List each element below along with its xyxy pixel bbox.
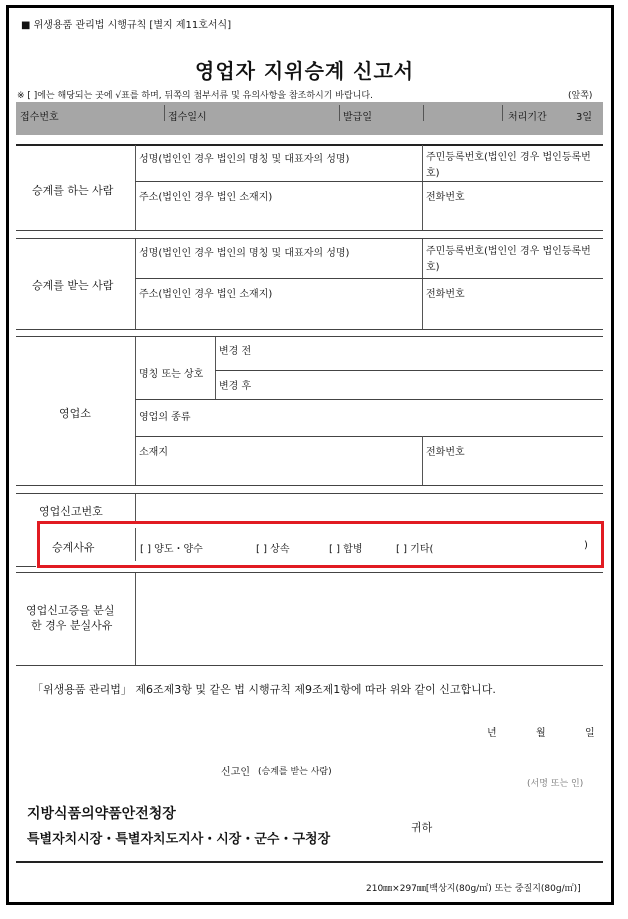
business-phone-field[interactable]: 전화번호 xyxy=(426,447,465,458)
honorific: 귀하 xyxy=(411,821,433,834)
succession-reason-label: 승계사유 xyxy=(52,541,95,554)
business-name-label: 명칭 또는 상호 xyxy=(139,369,204,380)
date-month-field[interactable]: 월 xyxy=(536,728,546,739)
reporter-label: 신고인 xyxy=(221,767,250,778)
processing-period-label: 처리기간 xyxy=(508,112,547,123)
instruction-text: ※ [ ]에는 해당되는 곳에 √표를 하며, 뒤쪽의 첨부서류 및 유의사항을 참조하시기 바랍니다. xyxy=(17,91,373,101)
lost-reason-field[interactable] xyxy=(139,580,599,660)
reporter-note: (승계를 받는 사람) xyxy=(258,767,332,777)
name-after-field[interactable]: 변경 후 xyxy=(219,381,252,392)
divider xyxy=(135,181,603,182)
divider xyxy=(502,105,503,121)
lost-reason-label-1: 영업신고증을 분실 xyxy=(26,604,115,617)
divider xyxy=(135,573,136,665)
business-location-field[interactable]: 소재지 xyxy=(139,447,168,458)
divider xyxy=(16,485,603,486)
processing-period-value: 3일 xyxy=(576,112,593,123)
business-type-field[interactable]: 영업의 종류 xyxy=(139,412,191,423)
transferee-phone-field[interactable]: 전화번호 xyxy=(426,289,465,300)
checkbox-other[interactable]: [ ] 기타( xyxy=(396,544,434,555)
transferor-id-field[interactable]: 주민등록번호(법인인 경우 법인등록번호) xyxy=(426,152,591,179)
divider xyxy=(164,105,165,121)
date-day-field[interactable]: 일 xyxy=(585,728,595,739)
divider xyxy=(16,861,603,863)
divider xyxy=(422,239,423,329)
transferee-label: 승계를 받는 사람 xyxy=(32,279,114,292)
transferor-label: 승계를 하는 사람 xyxy=(32,184,114,197)
declaration-text: 「위생용품 관리법」 제6조제3항 및 같은 법 시행규칙 제9조제1항에 따라 위와 같이 신고합니다. xyxy=(32,683,496,696)
divider xyxy=(135,436,603,437)
divider xyxy=(422,145,423,230)
divider xyxy=(423,105,424,121)
recipient-line-2: 특별자치시장・특별자치도지사・시장・군수・구청장 xyxy=(27,832,331,847)
divider xyxy=(16,665,603,666)
divider xyxy=(135,399,603,400)
transferor-phone-field[interactable]: 전화번호 xyxy=(426,192,465,203)
lost-reason-label-2: 한 경우 분실사유 xyxy=(31,619,113,632)
highlight-box xyxy=(37,521,604,568)
divider xyxy=(215,370,603,371)
divider xyxy=(135,278,603,279)
divider xyxy=(16,230,603,231)
report-number-label: 영업신고번호 xyxy=(39,505,103,518)
divider xyxy=(16,238,603,239)
divider xyxy=(16,144,603,146)
other-close-paren: ) xyxy=(584,540,588,551)
divider xyxy=(215,337,216,399)
transferee-address-field[interactable]: 주소(법인인 경우 법인 소재지) xyxy=(139,289,273,300)
divider xyxy=(135,337,136,485)
receipt-number-label: 접수번호 xyxy=(20,112,59,123)
page-side-label: (앞쪽) xyxy=(568,91,593,101)
divider xyxy=(135,145,136,230)
checkbox-merger[interactable]: [ ] 합병 xyxy=(329,544,363,555)
page-title: 영업자 지위승계 신고서 xyxy=(195,59,415,83)
transferee-id-field[interactable]: 주민등록번호(법인인 경우 법인등록번호) xyxy=(426,246,591,273)
business-label: 영업소 xyxy=(59,407,91,420)
divider xyxy=(339,105,340,121)
divider xyxy=(135,239,136,329)
divider xyxy=(422,436,423,485)
recipient-line-1: 지방식품의약품안전청장 xyxy=(27,806,176,822)
paper-spec-footer: 210㎜×297㎜[백상지(80g/㎡) 또는 중질지(80g/㎡)] xyxy=(366,884,581,894)
divider xyxy=(16,572,603,573)
issue-date-label: 발급일 xyxy=(343,112,372,123)
signature-field[interactable]: (서명 또는 인) xyxy=(527,779,584,789)
transferor-address-field[interactable]: 주소(법인인 경우 법인 소재지) xyxy=(139,192,273,203)
transferee-name-field[interactable]: 성명(법인인 경우 법인의 명칭 및 대표자의 성명) xyxy=(139,248,350,259)
divider xyxy=(16,493,603,494)
divider xyxy=(135,494,136,524)
divider xyxy=(16,336,603,337)
receipt-date-label: 접수일시 xyxy=(168,112,207,123)
form-reference: ■ 위생용품 관리법 시행규칙 [별지 제11호서식] xyxy=(21,20,232,31)
divider xyxy=(16,566,36,567)
divider xyxy=(135,528,136,561)
checkbox-transfer[interactable]: [ ] 양도・양수 xyxy=(140,544,203,555)
date-year-field[interactable]: 년 xyxy=(487,728,497,739)
name-before-field[interactable]: 변경 전 xyxy=(219,346,252,357)
checkbox-inheritance[interactable]: [ ] 상속 xyxy=(256,544,290,555)
transferor-name-field[interactable]: 성명(법인인 경우 법인의 명칭 및 대표자의 성명) xyxy=(139,154,350,165)
divider xyxy=(16,329,603,330)
